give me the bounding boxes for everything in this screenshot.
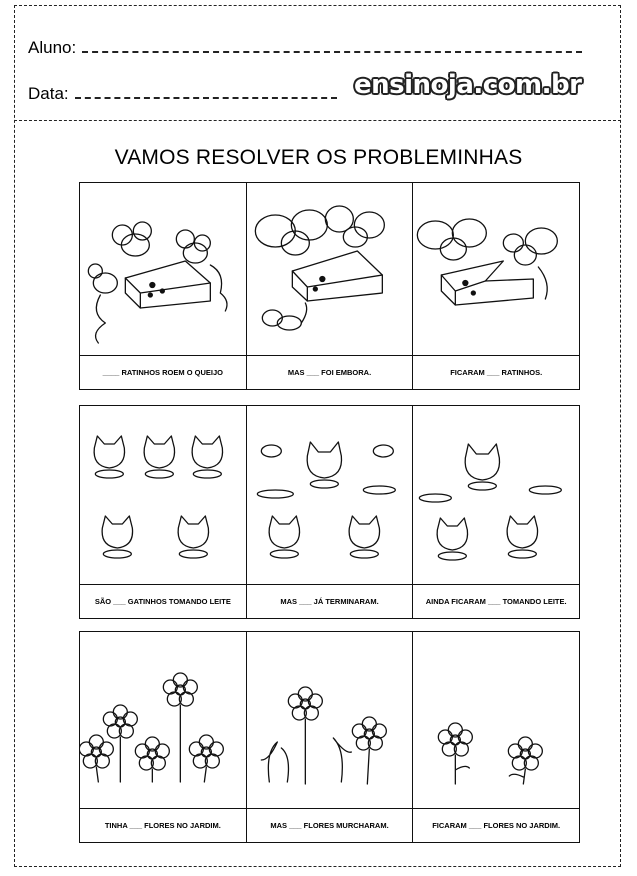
mice-eating-cheese-illustration bbox=[80, 183, 246, 355]
flowers-garden-drawing bbox=[80, 632, 246, 808]
brand-logo: ensinoja.com.br bbox=[354, 70, 582, 100]
remaining-flowers-drawing bbox=[413, 632, 579, 808]
caption-kittens-3: AINDA FICARAM ___ TOMANDO LEITE. bbox=[413, 584, 579, 618]
caption-flowers-1: TINHA ___ FLORES NO JARDIM. bbox=[80, 808, 246, 842]
caption-mice-3: FICARAM ___ RATINHOS. bbox=[413, 355, 579, 389]
mouse-leaving-cheese-illustration bbox=[247, 183, 413, 355]
flowers-garden-illustration bbox=[80, 632, 246, 808]
panel-kittens-3 bbox=[413, 406, 579, 618]
wilted-flowers-illustration bbox=[247, 632, 413, 808]
panel-mice-2 bbox=[247, 183, 414, 389]
mouse-leaving-drawing bbox=[247, 183, 413, 355]
problem-mice bbox=[79, 182, 580, 390]
caption-flowers-3: FICARAM ___ FLORES NO JARDIM. bbox=[413, 808, 579, 842]
mice-remaining-illustration bbox=[413, 183, 579, 355]
worksheet-title: VAMOS RESOLVER OS PROBLEMINHAS bbox=[114, 146, 523, 169]
caption-flowers-2: MAS ___ FLORES MURCHARAM. bbox=[247, 808, 413, 842]
kittens-finished-drawing bbox=[247, 406, 413, 584]
mice-cheese-drawing bbox=[80, 183, 246, 355]
kittens-remaining-drawing bbox=[413, 406, 579, 584]
panel-flowers-1 bbox=[80, 632, 247, 842]
student-field[interactable] bbox=[28, 38, 582, 58]
kittens-finished-illustration bbox=[247, 406, 413, 584]
kittens-remaining-illustration bbox=[413, 406, 579, 584]
panel-flowers-2 bbox=[247, 632, 414, 842]
caption-mice-1: ____ RATINHOS ROEM O QUEIJO bbox=[80, 355, 246, 389]
kittens-drinking-drawing bbox=[80, 406, 246, 584]
student-name-line[interactable] bbox=[82, 41, 582, 53]
mice-remaining-drawing bbox=[413, 183, 579, 355]
date-line[interactable] bbox=[75, 87, 337, 99]
wilted-flowers-drawing bbox=[247, 632, 413, 808]
panel-flowers-3 bbox=[413, 632, 579, 842]
student-label: Aluno: bbox=[28, 38, 77, 57]
remaining-flowers-illustration bbox=[413, 632, 579, 808]
date-label: Data: bbox=[28, 84, 69, 103]
problem-kittens bbox=[79, 405, 580, 619]
date-field[interactable] bbox=[28, 84, 337, 104]
caption-kittens-1: SÃO ___ GATINHOS TOMANDO LEITE bbox=[80, 584, 246, 618]
kittens-drinking-illustration bbox=[80, 406, 246, 584]
caption-kittens-2: MAS ___ JÁ TERMINARAM. bbox=[247, 584, 413, 618]
header-divider bbox=[14, 120, 621, 121]
panel-mice-3 bbox=[413, 183, 579, 389]
panel-kittens-1 bbox=[80, 406, 247, 618]
problem-flowers bbox=[79, 631, 580, 843]
caption-mice-2: MAS ___ FOI EMBORA. bbox=[247, 355, 413, 389]
panel-kittens-2 bbox=[247, 406, 414, 618]
panel-mice-1 bbox=[80, 183, 247, 389]
